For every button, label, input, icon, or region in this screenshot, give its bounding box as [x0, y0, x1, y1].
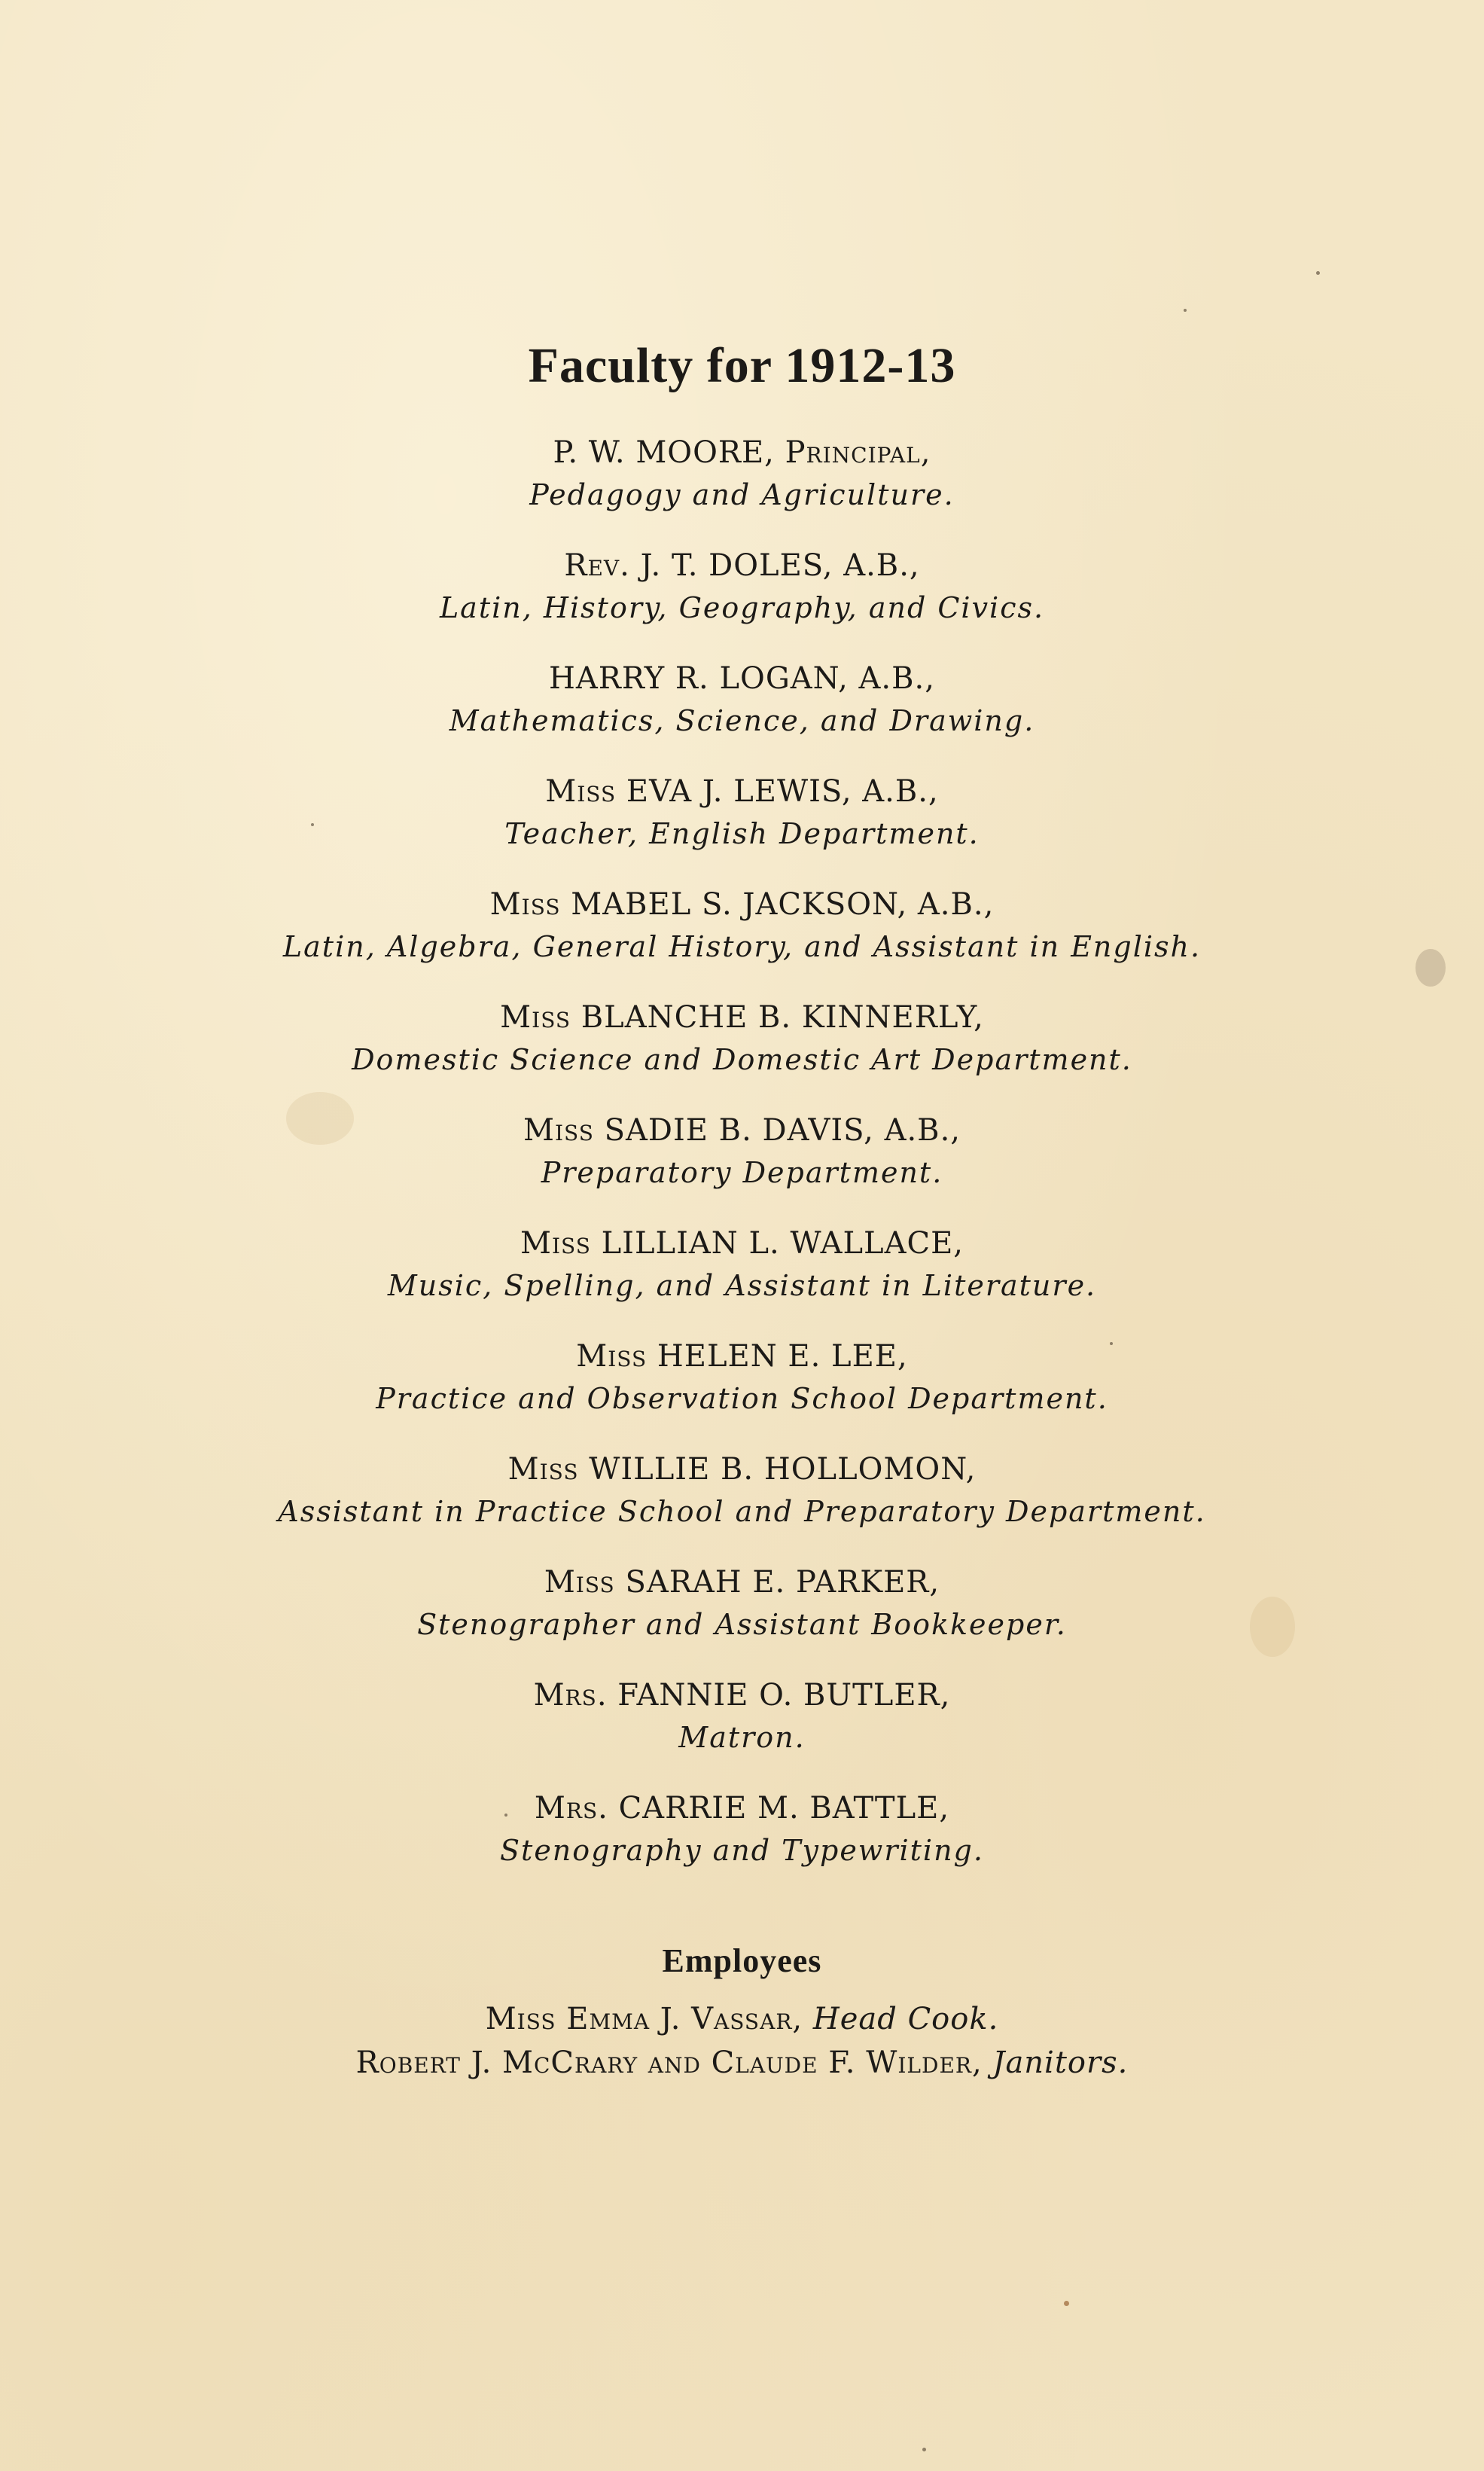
faculty-honorific: Miss: [489, 887, 561, 922]
faculty-name-line: [0, 1560, 1484, 1604]
paper-speck: [1184, 309, 1187, 312]
faculty-name: BLANCHE B. KINNERLY,: [580, 1000, 984, 1035]
faculty-honorific: Miss: [520, 1226, 591, 1261]
faculty-entry-jackson: [0, 883, 1484, 996]
faculty-department: Stenographer and Assistant Bookkeeper.: [417, 1608, 1067, 1641]
faculty-entry-doles: [0, 544, 1484, 657]
faculty-name: SADIE B. DAVIS, A.B.,: [604, 1113, 961, 1148]
page-title: Faculty for 1912-13: [528, 338, 956, 393]
paper-speck: [1316, 271, 1320, 275]
faculty-honorific: Miss: [507, 1452, 579, 1487]
faculty-entry-hollomon: [0, 1448, 1484, 1560]
faculty-department: Latin, Algebra, General History, and Assistant in English.: [282, 930, 1202, 963]
employee-entry-vassar: [0, 1997, 1484, 2041]
faculty-name-line: [0, 431, 1484, 474]
faculty-name-line: [0, 1335, 1484, 1378]
faculty-name: HELEN E. LEE,: [657, 1339, 908, 1374]
faculty-honorific: Miss: [500, 1000, 571, 1035]
faculty-entry-parker: [0, 1560, 1484, 1673]
faculty-honorific: Miss: [545, 774, 617, 809]
faculty-honorific: Miss: [523, 1113, 594, 1148]
faculty-honorific: Miss: [544, 1565, 615, 1600]
faculty-name-line: [0, 1222, 1484, 1265]
faculty-name-line: [0, 1673, 1484, 1717]
faculty-entry-logan: [0, 657, 1484, 770]
faculty-name-line: [0, 1786, 1484, 1830]
faculty-name: LILLIAN L. WALLACE,: [601, 1226, 964, 1261]
paper-speck: [1064, 2301, 1069, 2306]
paper-speck: [922, 2448, 926, 2451]
faculty-name: J. T. DOLES, A.B.,: [640, 548, 920, 583]
faculty-name: EVA J. LEWIS, A.B.,: [626, 774, 939, 809]
faculty-name-line: [0, 996, 1484, 1039]
faculty-name-line: [0, 770, 1484, 813]
faculty-honorific: Mrs.: [533, 1678, 608, 1713]
faculty-name-line: [0, 883, 1484, 926]
faculty-name: HARRY R. LOGAN, A.B.,: [549, 661, 935, 696]
employee-entry-janitors: [0, 2041, 1484, 2085]
faculty-entry-lewis: [0, 770, 1484, 883]
faculty-entry-kinnerly: [0, 996, 1484, 1109]
faculty-honorific: Miss: [576, 1339, 648, 1374]
faculty-department: Domestic Science and Domestic Art Department.: [352, 1043, 1132, 1076]
faculty-name: WILLIE B. HOLLOMON,: [589, 1452, 977, 1487]
faculty-department: Preparatory Department.: [541, 1156, 943, 1189]
faculty-entry-moore: [0, 431, 1484, 544]
employee-name: Robert J. McCrary and Claude F. Wilder,: [355, 2045, 983, 2080]
faculty-department: Practice and Observation School Department.: [376, 1382, 1108, 1415]
faculty-name-line: [0, 1109, 1484, 1152]
faculty-department: Mathematics, Science, and Drawing.: [449, 704, 1035, 737]
faculty-department: Latin, History, Geography, and Civics.: [439, 591, 1045, 624]
faculty-entry-wallace: [0, 1222, 1484, 1335]
faculty-department: Stenography and Typewriting.: [500, 1834, 984, 1867]
faculty-department: Teacher, English Department.: [504, 817, 980, 850]
faculty-department: Matron.: [678, 1721, 806, 1754]
employee-role: Head Cook.: [812, 2002, 999, 2036]
faculty-name: FANNIE O. BUTLER,: [617, 1678, 951, 1713]
faculty-list: [0, 431, 1484, 1899]
faculty-name: SARAH E. PARKER,: [625, 1565, 940, 1600]
faculty-entry-davis: [0, 1109, 1484, 1222]
faculty-department: Music, Spelling, and Assistant in Literature.: [387, 1269, 1097, 1302]
faculty-name: MABEL S. JACKSON, A.B.,: [571, 887, 995, 922]
faculty-honorific: Rev.: [564, 548, 630, 583]
faculty-name: CARRIE M. BATTLE,: [618, 1791, 950, 1826]
faculty-department: Assistant in Practice School and Preparatory Department.: [278, 1495, 1206, 1528]
employee-name: Miss Emma J. Vassar,: [485, 2002, 803, 2036]
faculty-name-line: [0, 1448, 1484, 1491]
faculty-role: Principal,: [785, 435, 931, 470]
faculty-entry-butler: [0, 1673, 1484, 1786]
employees-heading: Employees: [662, 1942, 822, 1979]
faculty-name: P. W. MOORE,: [553, 435, 775, 470]
employee-role: Janitors.: [992, 2045, 1129, 2080]
faculty-department: Pedagogy and Agriculture.: [529, 478, 955, 511]
faculty-entry-lee: [0, 1335, 1484, 1448]
faculty-honorific: Mrs.: [534, 1791, 608, 1826]
faculty-name-line: [0, 657, 1484, 700]
faculty-entry-battle: [0, 1786, 1484, 1899]
employees-list: [0, 1997, 1484, 2085]
faculty-name-line: [0, 544, 1484, 587]
